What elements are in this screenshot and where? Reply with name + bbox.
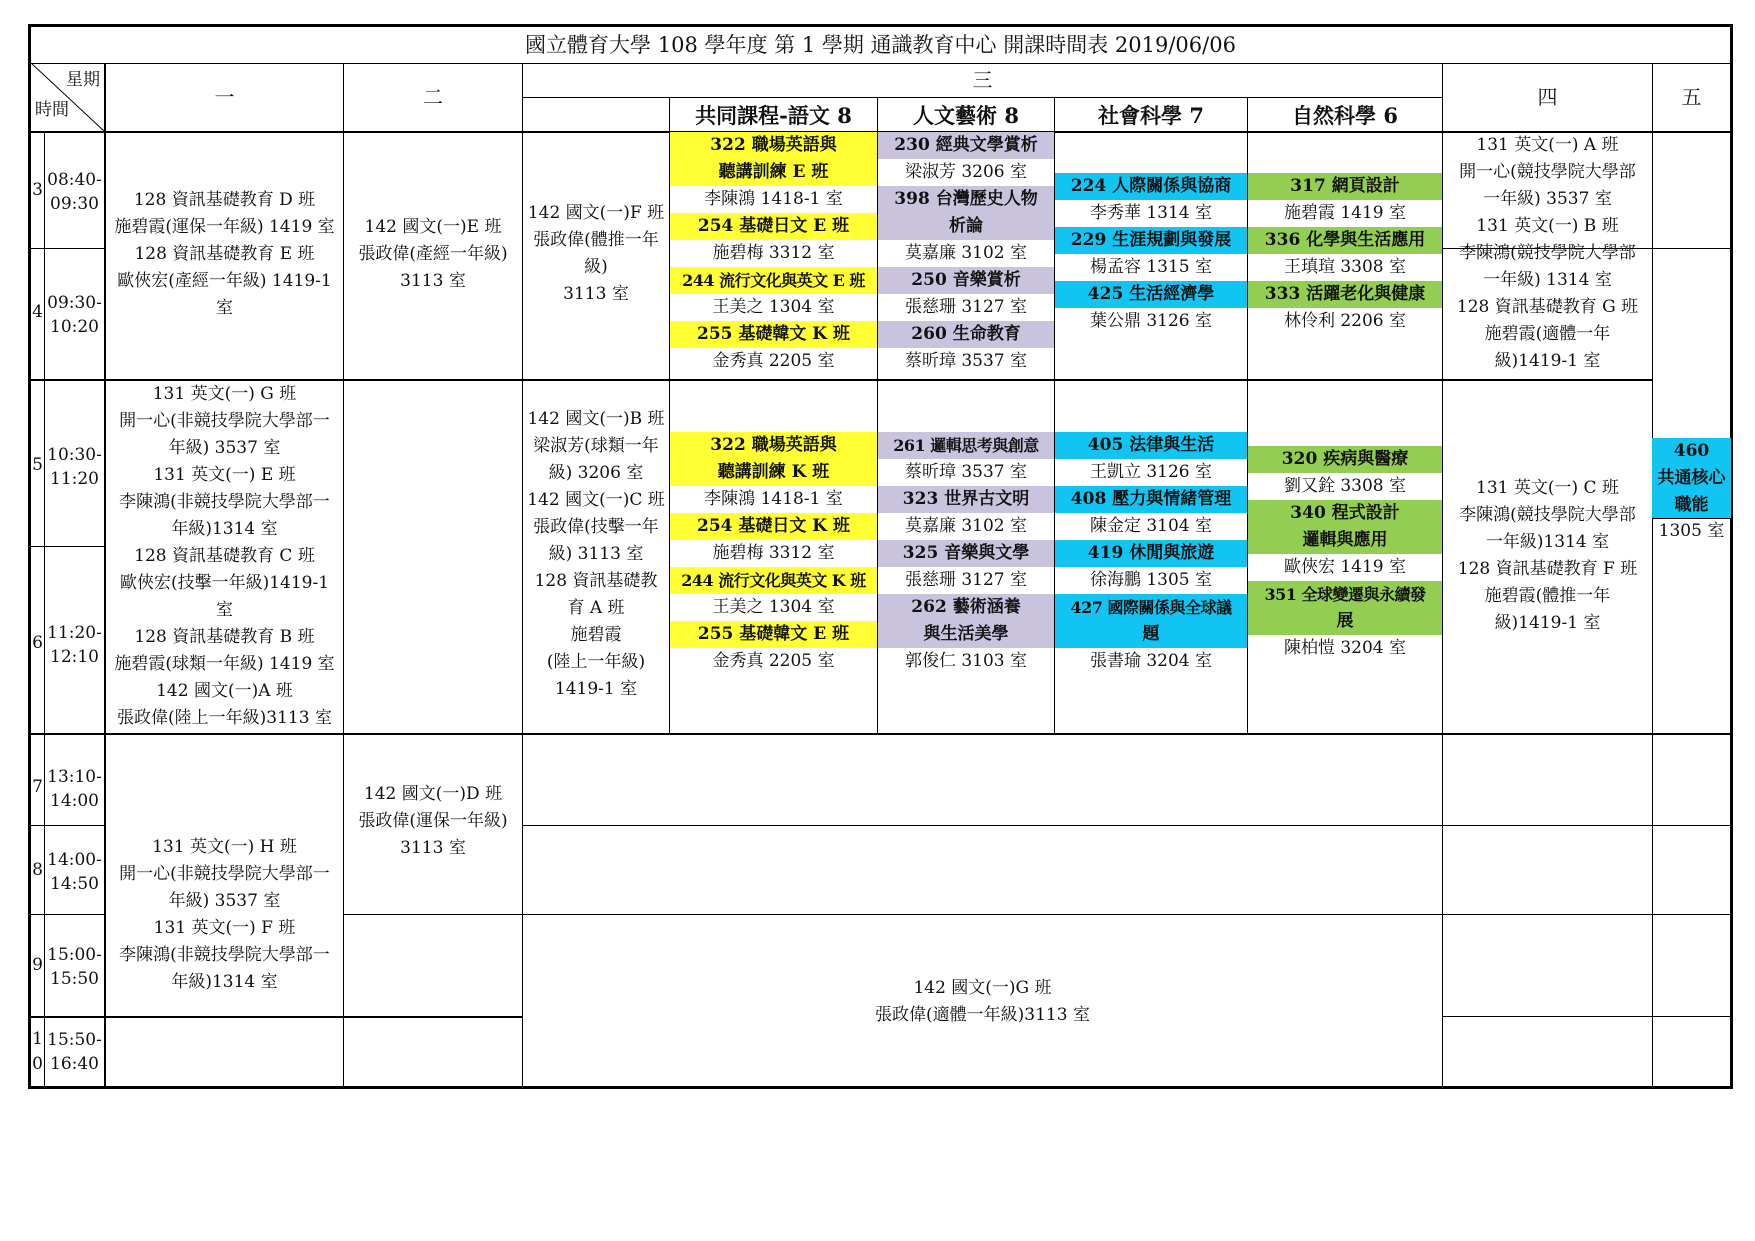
mon-morning-cell: 128 資訊基礎教育 D 班 施碧霞(運保一年級) 1419 室 128 資訊基礎教育 E 班 歐俠宏(產經一年級) 1419-1 室 [114, 190, 335, 318]
grid-line [31, 733, 1730, 735]
period-number: 4 [32, 302, 43, 322]
period-time: 11:20- 12:10 [47, 623, 102, 667]
period-number: 5 [32, 455, 43, 475]
period-time: 13:10- 14:00 [47, 767, 102, 811]
page-title: 國立體育大學 108 學年度 第 1 學期 通識教育中心 開課時間表 2019/06/06 [525, 33, 1236, 57]
day-header-tue: 二 [423, 85, 443, 109]
period-number: 1 0 [32, 1029, 43, 1074]
thu-midday-cell: 131 英文(一) C 班 李陳鴻(競技學院大學部 一年級)1314 室 128 資訊基礎教育 F 班 施碧霞(體推一年 級)1419-1 室 [1457, 478, 1638, 633]
period-time: 08:40- 09:30 [47, 170, 102, 214]
period-number: 9 [32, 955, 43, 975]
corner-weekday-label: 星期 [66, 70, 100, 90]
thu-morning-cell: 131 英文(一) A 班 開一心(競技學院大學部 一年級) 3537 室 131 英文(一) B 班 李陳鴻(競技學院大學部 一年級) 1314 室 128 資訊基礎教育 G 班 施碧霞(適體一年 級)1419-1 室 [1456, 135, 1639, 371]
mon-midday-cell: 131 英文(一) G 班 開一心(非競技學院大學部一 年級) 3537 室 131 英文(一) E 班 李陳鴻(非競技學院大學部一 年級)1314 室 128 資訊基礎教育 C 班 歐俠宏(技擊一年級)1419-1 室 128 資訊基礎教育 B 班 施碧霞(球類一年級) 1419 室 142 國文(一)A 班 張政偉(陸上一年級)3113 室 [114, 384, 335, 728]
grid-line [522, 825, 1730, 826]
period-time: 15:00- 15:50 [47, 945, 102, 989]
category-lang-header: 共同課程-語文 8 [695, 103, 852, 128]
lang-morning-cell: 322 職場英語與 聽講訓練 E 班 李陳鴻 1418-1 室 254 基礎日文 E 班 施碧梅 3312 室 244 流行文化與英文 E 班 王美之 1304 室 255 基礎韓文 K 班 金秀真 2205 室 [670, 132, 877, 375]
period-time: 15:50- 16:40 [47, 1030, 102, 1074]
corner-time-label: 時間 [35, 100, 69, 120]
grid-line [31, 825, 104, 826]
category-social-header: 社會科學 7 [1098, 103, 1204, 128]
grid-line [1652, 248, 1730, 249]
grid-line [31, 546, 104, 547]
grid-line [31, 248, 104, 249]
social-midday-cell: 405 法律與生活 王凱立 3126 室 408 壓力與情緒管理 陳金定 3104 室 419 休閒與旅遊 徐海鵬 1305 室 427 國際關係與全球議 題 張書瑜 3204 室 [1055, 432, 1247, 675]
period-time: 14:00- 14:50 [47, 850, 102, 894]
day-header-wed: 三 [972, 68, 993, 92]
period-time: 10:30- 11:20 [47, 445, 102, 489]
grid-line [1442, 1016, 1730, 1017]
fri-room: 1305 室 [1658, 521, 1725, 541]
grid-line [31, 914, 104, 915]
social-morning-cell: 224 人際關係與協商 李秀華 1314 室 229 生涯規劃與發展 楊孟容 1315 室 425 生活經濟學 葉公鼎 3126 室 [1055, 173, 1247, 335]
period-number: 7 [32, 777, 43, 797]
nature-midday-cell: 320 疾病與醫療 劉又銓 3308 室 340 程式設計 邏輯與應用 歐俠宏 1419 室 351 全球變遷與永續發 展 陳柏愷 3204 室 [1248, 446, 1442, 662]
wed-midday-cell: 142 國文(一)B 班 梁淑芳(球類一年 級) 3206 室 142 國文(一)C 班 張政偉(技擊一年 級) 3113 室 128 資訊基礎教 育 A 班 施碧霞 (陸上一年級) 1419-1 室 [527, 409, 665, 699]
period-number: 3 [32, 180, 43, 200]
fri-course-cell: 460 共通核心 職能 [1657, 441, 1726, 515]
period-number: 8 [32, 860, 43, 880]
day-header-fri: 五 [1681, 85, 1702, 109]
grid-line [1652, 63, 1653, 1086]
arts-midday-cell: 261 邏輯思考與創意 蔡昕璋 3537 室 323 世界古文明 莫嘉廉 3102 室 325 音樂與文學 張慈珊 3127 室 262 藝術涵養 與生活美學 郭俊仁 3103 室 [878, 432, 1054, 675]
day-header-thu: 四 [1537, 85, 1558, 109]
tue-afternoon-cell: 142 國文(一)D 班 張政偉(運保一年級) 3113 室 [358, 784, 508, 858]
tue-morning-cell: 142 國文(一)E 班 張政偉(產經一年級) 3113 室 [358, 217, 508, 291]
wed-afternoon-cell: 142 國文(一)G 班 張政偉(適體一年級)3113 室 [875, 978, 1090, 1025]
period-time: 09:30- 10:20 [47, 293, 102, 337]
period-number: 6 [32, 633, 43, 653]
grid-line [343, 914, 1730, 915]
category-nature-header: 自然科學 6 [1292, 103, 1398, 128]
mon-afternoon-cell: 131 英文(一) H 班 開一心(非競技學院大學部一 年級) 3537 室 131 英文(一) F 班 李陳鴻(非競技學院大學部一 年級)1314 室 [119, 837, 330, 992]
day-header-mon: 一 [214, 85, 235, 109]
wed-morning-cell: 142 國文(一)F 班 張政偉(體推一年 級) 3113 室 [527, 203, 665, 304]
lang-midday-cell: 322 職場英語與 聽講訓練 K 班 李陳鴻 1418-1 室 254 基礎日文 K 班 施碧梅 3312 室 244 流行文化與英文 K 班 王美之 1304 室 255 基礎韓文 E 班 金秀真 2205 室 [670, 432, 877, 675]
category-arts-header: 人文藝術 8 [913, 103, 1019, 128]
arts-morning-cell: 230 經典文學賞析 梁淑芳 3206 室 398 台灣歷史人物 析論 莫嘉廉 3102 室 250 音樂賞析 張慈珊 3127 室 260 生命教育 蔡昕璋 3537 室 [878, 132, 1054, 375]
nature-morning-cell: 317 網頁設計 施碧霞 1419 室 336 化學與生活應用 王瑱瑄 3308 室 333 活躍老化與健康 林伶利 2206 室 [1248, 173, 1442, 335]
